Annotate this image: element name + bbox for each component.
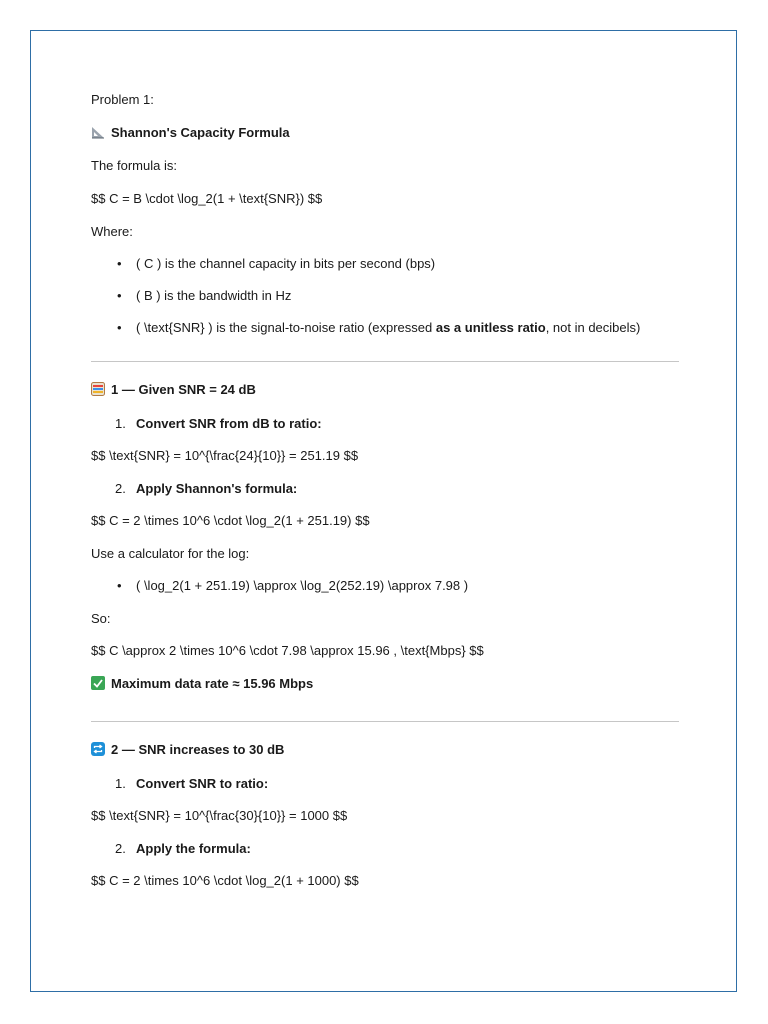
definition-pre: ( \text{SNR} ) is the signal-to-noise ratio (expressed — [136, 320, 436, 335]
abacus-icon — [91, 382, 105, 396]
definition-post: , not in decibels) — [545, 320, 641, 335]
section1-title: 1 — Given SNR = 24 dB — [111, 382, 256, 397]
bullet-dot — [117, 319, 125, 337]
section1-calc-note: Use a calculator for the log: — [91, 546, 250, 561]
list-item-text: ( \log_2(1 + 251.19) \approx \log_2(252.19) \approx 7.98 ) — [136, 578, 469, 593]
list-item-text — [136, 319, 656, 337]
check-mark-icon — [91, 676, 105, 690]
step-label: Convert SNR to ratio: — [136, 776, 269, 791]
section1-eq3: $$ C \approx 2 \times 10^6 \cdot 7.98 \approx 15.96 , \text{Mbps} $$ — [91, 643, 484, 658]
definition-bold: as a unitless ratio — [435, 320, 546, 335]
step-number: 1. — [115, 776, 126, 791]
triangle-ruler-icon — [91, 125, 105, 139]
section-shannon-heading — [91, 124, 290, 142]
section-shannon-title: Shannon's Capacity Formula — [111, 125, 290, 140]
section2-heading — [91, 741, 284, 759]
formula-text: $$ C = B \cdot \log_2(1 + \text{SNR}) $$ — [91, 191, 323, 206]
document-page — [30, 30, 737, 992]
section1-heading — [91, 381, 256, 399]
bullet-dot — [117, 577, 125, 595]
step-label: Apply the formula: — [136, 841, 251, 856]
bullet-dot — [117, 255, 125, 273]
bullet-dot — [117, 287, 125, 305]
divider — [91, 721, 679, 722]
section1-result-text: Maximum data rate ≈ 15.96 Mbps — [111, 676, 314, 691]
step-number: 2. — [115, 481, 126, 496]
step-number: 1. — [115, 416, 126, 431]
section2-title: 2 — SNR increases to 30 dB — [111, 742, 285, 757]
list-item-text: ( B ) is the bandwidth in Hz — [136, 288, 292, 303]
section2-eq1: $$ \text{SNR} = 10^{\frac{30}{10}} = 1000 $$ — [91, 808, 348, 823]
section1-result — [91, 675, 313, 693]
step-label: Convert SNR from dB to ratio: — [136, 416, 322, 431]
section1-so: So: — [91, 611, 111, 626]
divider — [91, 361, 679, 362]
list-item-text: ( C ) is the channel capacity in bits per second (bps) — [136, 256, 436, 271]
formula-intro: The formula is: — [91, 158, 177, 173]
section1-eq1: $$ \text{SNR} = 10^{\frac{24}{10}} = 251.19 $$ — [91, 448, 359, 463]
step-number: 2. — [115, 841, 126, 856]
section2-eq2: $$ C = 2 \times 10^6 \cdot \log_2(1 + 1000) $$ — [91, 873, 359, 888]
problem-label: Problem 1: — [91, 92, 154, 107]
where-label: Where: — [91, 224, 133, 239]
repeat-icon — [91, 742, 105, 756]
step-label: Apply Shannon's formula: — [136, 481, 298, 496]
section1-eq2: $$ C = 2 \times 10^6 \cdot \log_2(1 + 251.19) $$ — [91, 513, 370, 528]
